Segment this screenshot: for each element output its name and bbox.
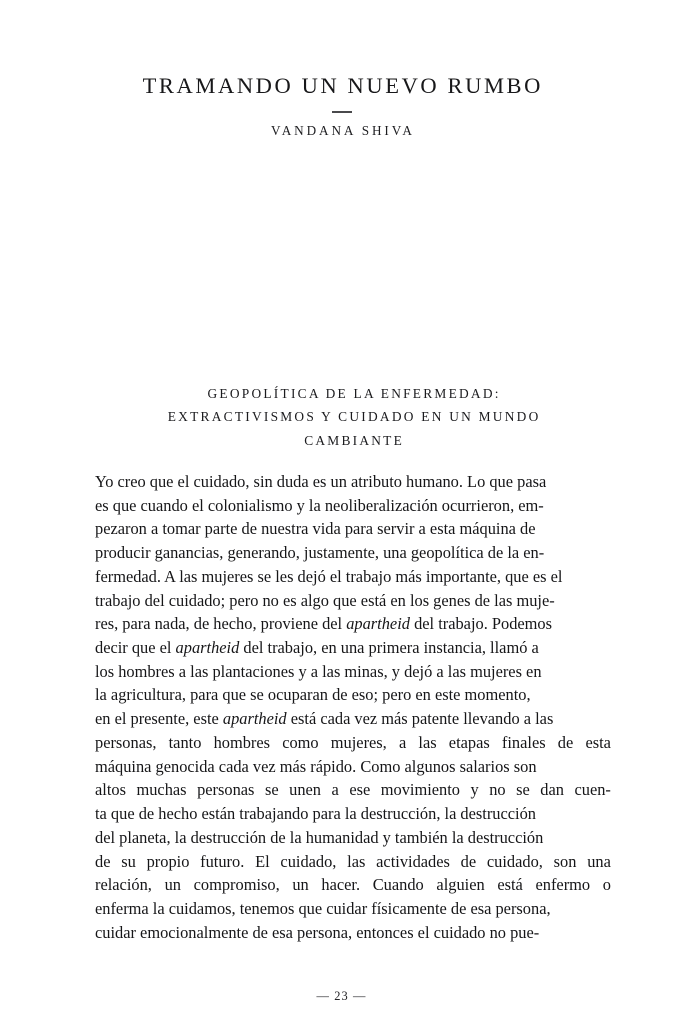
body-word: futuro. [200,851,245,871]
body-word: las [418,732,437,752]
body-word: hacer. [321,875,361,895]
body-word: de [557,732,574,752]
body-word: propio [146,851,190,871]
body-line [95,850,611,874]
page-folio: — 23 — [316,989,367,1003]
chapter-header [0,74,683,139]
title-divider-rule [332,111,352,113]
body-line: enferma la cuidamos, tenemos que cuidar físicamente de esa persona, [95,898,551,918]
body-word: son [553,851,577,871]
body-line: Yo creo que el cuidado, sin duda es un atributo humano. Lo que pasa [95,472,547,491]
body-word: personas, [95,732,157,752]
body-line: producir ganancias, generando, justamente, una geopolítica de la en- [95,543,545,563]
body-word: tanto [168,732,202,752]
body-word: El [255,851,270,871]
body-word: como [282,732,319,752]
body-word: alguien [436,875,485,895]
body-paragraph [95,470,611,944]
body-word: está [497,875,523,895]
body-line: ta que de hecho están trabajando para la destrucción, la destrucción [95,804,536,824]
body-word: a [331,780,339,800]
body-line: decir que el apartheid del trabajo, en una primera instancia, llamó a [95,638,539,658]
body-word: actividades [376,851,450,871]
body-word: compromiso, [193,875,280,895]
body-word: un [292,875,309,895]
section-heading-line-3: CAMBIANTE [304,432,405,448]
body-word: cuen- [574,780,611,800]
body-line: máquina genocida cada vez más rápido. Como algunos salarios son [95,756,537,776]
chapter-author: VANDANA SHIVA [271,122,415,138]
body-word: relación, [95,875,152,895]
chapter-title: TRAMANDO UN NUEVO RUMBO [142,73,544,98]
body-line: pezaron a tomar parte de nuestra vida para servir a esta máquina de [95,519,536,539]
body-line: los hombres a las plantaciones y a las minas, y dejó a las mujeres en [95,661,542,681]
body-line: la agricultura, para que se ocuparan de eso; pero en este momento, [95,685,531,705]
body-line [95,731,611,755]
body-word: Cuando [372,875,424,895]
body-word: a [398,732,407,752]
body-line: res, para nada, de hecho, proviene del apartheid del trabajo. Podemos [95,614,552,634]
body-word: no [489,780,506,800]
body-word: movimiento [380,780,460,800]
body-word: una [587,851,611,871]
body-word: y [470,780,479,800]
body-line: en el presente, este apartheid está cada vez más patente llevando a las [95,709,554,729]
body-line: es que cuando el colonialismo y la neoliberalización ocurrieron, em- [95,495,544,515]
body-word: las [347,851,366,871]
body-line: del planeta, la destrucción de la humanidad y también la destrucción [95,827,544,847]
body-word: unen [289,780,321,800]
emphasis-term: apartheid [175,638,240,658]
body-word: de [95,851,111,871]
section-heading-line-2: EXTRACTIVISMOS Y CUIDADO EN UN MUNDO [167,409,541,425]
body-line: cuidar emocionalmente de esa persona, entonces el cuidado no pue- [95,922,540,942]
body-line [95,873,611,897]
body-word: mujeres, [330,732,387,752]
section-heading-line-1: GEOPOLÍTICA DE LA ENFERMEDAD: [207,386,501,401]
body-word: cuidado, [486,851,543,871]
body-word: muchas [136,780,187,800]
body-word: ese [349,780,371,800]
body-word: enfermo [535,875,591,895]
body-word: hombres [213,732,271,752]
body-line: trabajo del cuidado; pero no es algo que está en los genes de las muje- [95,590,555,610]
body-word: cuidado, [280,851,337,871]
body-word: etapas [448,732,490,752]
body-word: o [602,875,611,895]
body-word: un [164,875,181,895]
body-word: finales [501,732,546,752]
emphasis-term: apartheid [346,614,410,634]
body-word: se [264,780,279,800]
body-word: esta [585,732,611,752]
body-word: personas [197,780,255,800]
body-word: se [516,780,530,800]
body-word: de [460,851,477,871]
body-word: su [121,851,136,871]
body-word: altos [95,780,126,800]
section-heading [95,382,611,452]
body-word: dan [540,780,564,800]
emphasis-term: apartheid [222,709,287,729]
body-line [95,778,611,802]
body-line: fermedad. A las mujeres se les dejó el trabajo más importante, que es el [95,566,563,586]
